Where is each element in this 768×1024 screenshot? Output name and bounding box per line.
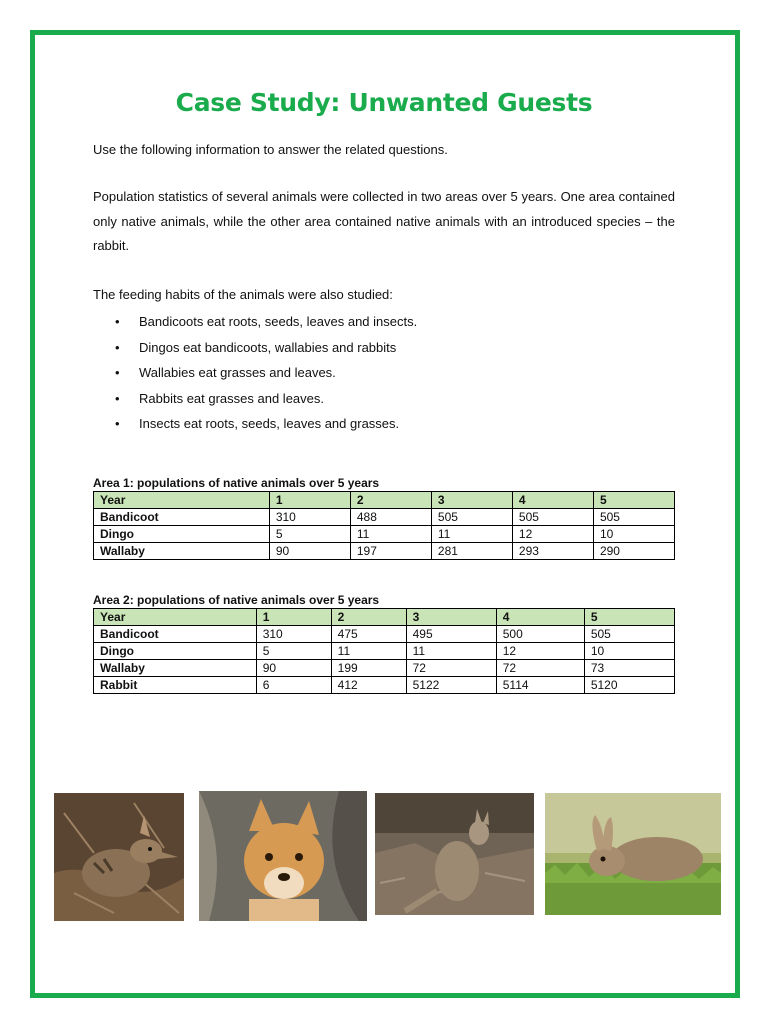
bullet-icon: • (115, 339, 120, 355)
row-label: Bandicoot (94, 509, 270, 526)
row-label: Dingo (94, 643, 257, 660)
table-header-row (94, 609, 675, 626)
list-item-text: Rabbits eat grasses and leaves. (139, 390, 324, 406)
table-row (94, 509, 675, 526)
bullet-icon: • (115, 416, 120, 431)
header-cell: 1 (269, 492, 350, 509)
page-title: Case Study: Unwanted Guests (175, 88, 593, 117)
study-description: Population statistics of several animals were collected in two areas over 5 years. One area contained only native animals, while the other area contained native animals with an introduced species – the rabbit. (93, 189, 675, 253)
table-cell: 6 (256, 677, 331, 694)
row-label: Rabbit (94, 677, 257, 694)
table-cell: 5120 (584, 677, 674, 694)
table-cell: 495 (406, 626, 496, 643)
table-row (94, 643, 675, 660)
table-cell: 505 (512, 509, 593, 526)
table-cell: 310 (256, 626, 331, 643)
bullet-icon: • (115, 314, 120, 329)
header-cell: 2 (331, 609, 406, 626)
list-item (93, 309, 675, 335)
header-cell: 3 (406, 609, 496, 626)
row-label: Wallaby (94, 660, 257, 677)
table-cell: 73 (584, 660, 674, 677)
bullet-icon: • (115, 390, 120, 406)
dingo-photo (199, 791, 367, 921)
row-label: Wallaby (94, 543, 270, 560)
header-cell: 5 (593, 492, 674, 509)
table-cell: 488 (350, 509, 431, 526)
table-cell: 12 (496, 643, 584, 660)
intro-text: Use the following information to answer the related questions. (93, 142, 448, 157)
list-item (93, 360, 675, 386)
table-cell: 5122 (406, 677, 496, 694)
header-cell: Year (94, 609, 257, 626)
table-cell: 5 (256, 643, 331, 660)
table-cell: 293 (512, 543, 593, 560)
table-cell: 412 (331, 677, 406, 694)
table-row (94, 543, 675, 560)
table-cell: 11 (431, 526, 512, 543)
table-cell: 12 (512, 526, 593, 543)
table-cell: 11 (406, 643, 496, 660)
header-cell: 4 (496, 609, 584, 626)
table-cell: 310 (269, 509, 350, 526)
table-cell: 281 (431, 543, 512, 560)
table-cell: 505 (584, 626, 674, 643)
table-cell: 90 (269, 543, 350, 560)
header-cell: 5 (584, 609, 674, 626)
table-cell: 199 (331, 660, 406, 677)
header-cell: 2 (350, 492, 431, 509)
header-cell: 4 (512, 492, 593, 509)
list-item (93, 411, 675, 437)
table-cell: 505 (431, 509, 512, 526)
list-item-text: Wallabies eat grasses and leaves. (139, 365, 336, 380)
list-item-text: Insects eat roots, seeds, leaves and grasses. (139, 416, 400, 431)
feeding-habits-list (93, 309, 675, 437)
table-cell: 500 (496, 626, 584, 643)
table-row (94, 677, 675, 694)
wallaby-photo (375, 793, 534, 915)
table-header-row (94, 492, 675, 509)
list-item-text: Bandicoots eat roots, seeds, leaves and insects. (139, 314, 418, 329)
header-cell: Year (94, 492, 270, 509)
table-row (94, 660, 675, 677)
area2-table (93, 608, 675, 694)
table-cell: 475 (331, 626, 406, 643)
table-row (94, 626, 675, 643)
table-cell: 72 (496, 660, 584, 677)
table-cell: 290 (593, 543, 674, 560)
row-label: Dingo (94, 526, 270, 543)
area1-table (93, 491, 675, 560)
row-label: Bandicoot (94, 626, 257, 643)
table-cell: 505 (593, 509, 674, 526)
rabbit-photo (545, 793, 721, 915)
list-item (93, 335, 675, 361)
feeding-intro: The feeding habits of the animals were also studied: (93, 287, 393, 302)
table-cell: 11 (350, 526, 431, 543)
table-cell: 5114 (496, 677, 584, 694)
bandicoot-photo (54, 793, 184, 921)
table-row (94, 526, 675, 543)
list-item (93, 386, 675, 412)
table-cell: 11 (331, 643, 406, 660)
table2-caption: Area 2: populations of native animals over 5 years (93, 593, 380, 607)
table-cell: 5 (269, 526, 350, 543)
table-cell: 90 (256, 660, 331, 677)
table-cell: 197 (350, 543, 431, 560)
list-item-text: Dingos eat bandicoots, wallabies and rabbits (139, 339, 397, 355)
table-cell: 10 (584, 643, 674, 660)
table1-caption: Area 1: populations of native animals over 5 years (93, 476, 380, 490)
header-cell: 1 (256, 609, 331, 626)
table-cell: 10 (593, 526, 674, 543)
header-cell: 3 (431, 492, 512, 509)
table-cell: 72 (406, 660, 496, 677)
bullet-icon: • (115, 365, 120, 380)
